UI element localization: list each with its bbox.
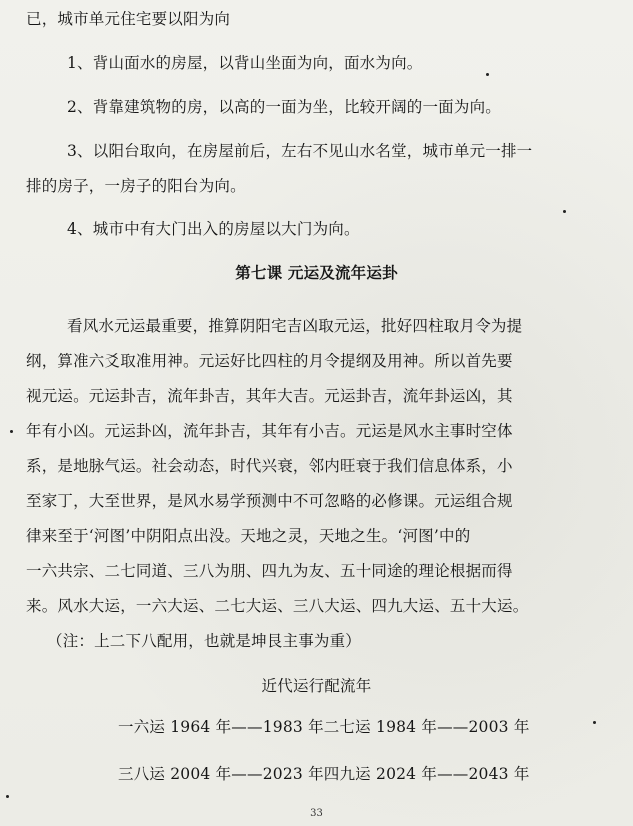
intro-line: 已，城市单元住宅要以阳为向 [26,10,231,28]
list-item-1: 1、背山面水的房屋，以背山坐面为向，面水为向。 [67,54,423,72]
paragraph-line: 来。风水大运，一六大运、二七大运、三八大运、四九大运、五十大运。 [26,597,529,615]
table-title: 近代运行配流年 [261,677,372,695]
table-row: 三八运 2004 年——2023 年四九运 2024 年——2043 年 [118,765,530,783]
paragraph-line: 至家丁，大至世界，是风水易学预测中不可忽略的必修课。元运组合规 [26,492,513,510]
paragraph-line: 一六共宗、二七同道、三八为朋、四九为友、五十同途的理论根据而得 [26,562,513,580]
paragraph-line: 纲，算准六爻取准用神。元运好比四柱的月令提纲及用神。所以首先要 [26,352,513,370]
scan-speck [6,795,9,798]
scan-speck [486,73,489,76]
paragraph-line: 看风水元运最重要，推算阴阳宅吉凶取元运，批好四柱取月令为提 [67,317,523,335]
note: （注：上二下八配用，也就是坤艮主事为重） [47,632,362,650]
scan-speck [563,210,566,213]
list-item-4: 4、城市中有大门出入的房屋以大门为向。 [67,220,360,238]
list-item-2: 2、背靠建筑物的房，以高的一面为坐，比较开阔的一面为向。 [67,98,501,116]
lesson-title: 第七课 元运及流年运卦 [235,263,398,282]
page-number: 33 [310,808,323,819]
list-item-3-continued: 排的房子，一房子的阳台为向。 [26,177,246,195]
scan-speck [593,721,596,724]
paragraph-line: 律来至于‘河图’中阴阳点出没。天地之灵，天地之生。‘河图’中的 [26,527,471,545]
paragraph-line: 系，是地脉气运。社会动态，时代兴衰，邻内旺衰于我们信息体系，小 [26,457,513,475]
table-row: 一六运 1964 年——1983 年二七运 1984 年——2003 年 [118,718,530,736]
paragraph-line: 年有小凶。元运卦凶，流年卦吉，其年有小吉。元运是风水主事时空体 [26,422,513,440]
paragraph-line: 视元运。元运卦吉，流年卦吉，其年大吉。元运卦吉，流年卦运凶，其 [26,387,513,405]
list-item-3: 3、以阳台取向，在房屋前后，左右不见山水名堂，城市单元一排一 [67,142,533,160]
scan-speck [10,430,13,433]
